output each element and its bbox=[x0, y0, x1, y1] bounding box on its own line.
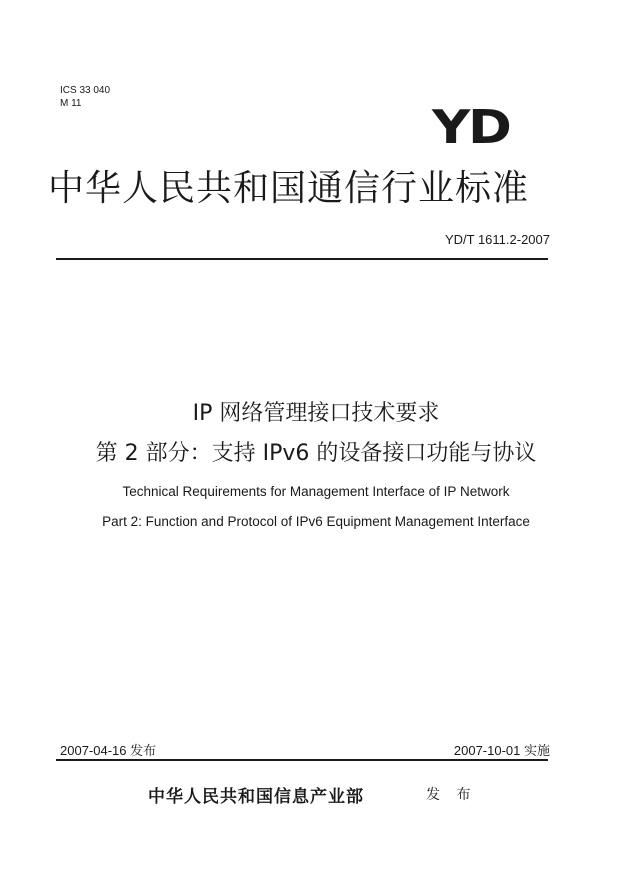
footer-divider bbox=[56, 759, 548, 761]
title-en-line1: Technical Requirements for Management Interface of IP Network bbox=[122, 484, 510, 499]
issuer-name: 中华人民共和国信息产业部 bbox=[148, 787, 364, 807]
classification-code: M 11 bbox=[60, 98, 82, 109]
classification-block bbox=[60, 84, 110, 110]
standard-name-cn: 中华人民共和国通信行业标准 bbox=[48, 168, 530, 209]
header-divider bbox=[56, 258, 548, 260]
title-cn-line2: 第 2 部分：支持 IPv6 的设备接口功能与协议 bbox=[95, 441, 537, 466]
title-en-line2: Part 2: Function and Protocol of IPv6 Equipment Management Interface bbox=[102, 514, 530, 529]
publish-date: 2007-04-16 发布 bbox=[60, 743, 157, 758]
title-cn-line1: IP 网络管理接口技术要求 bbox=[192, 401, 440, 426]
ics-code: ICS 33 040 bbox=[60, 85, 111, 96]
standard-code: YD/T 1611.2-2007 bbox=[444, 232, 550, 247]
implement-date: 2007-10-01 实施 bbox=[453, 743, 550, 758]
issue-label: 发 布 bbox=[426, 787, 477, 803]
yd-logo: YD bbox=[432, 100, 510, 154]
